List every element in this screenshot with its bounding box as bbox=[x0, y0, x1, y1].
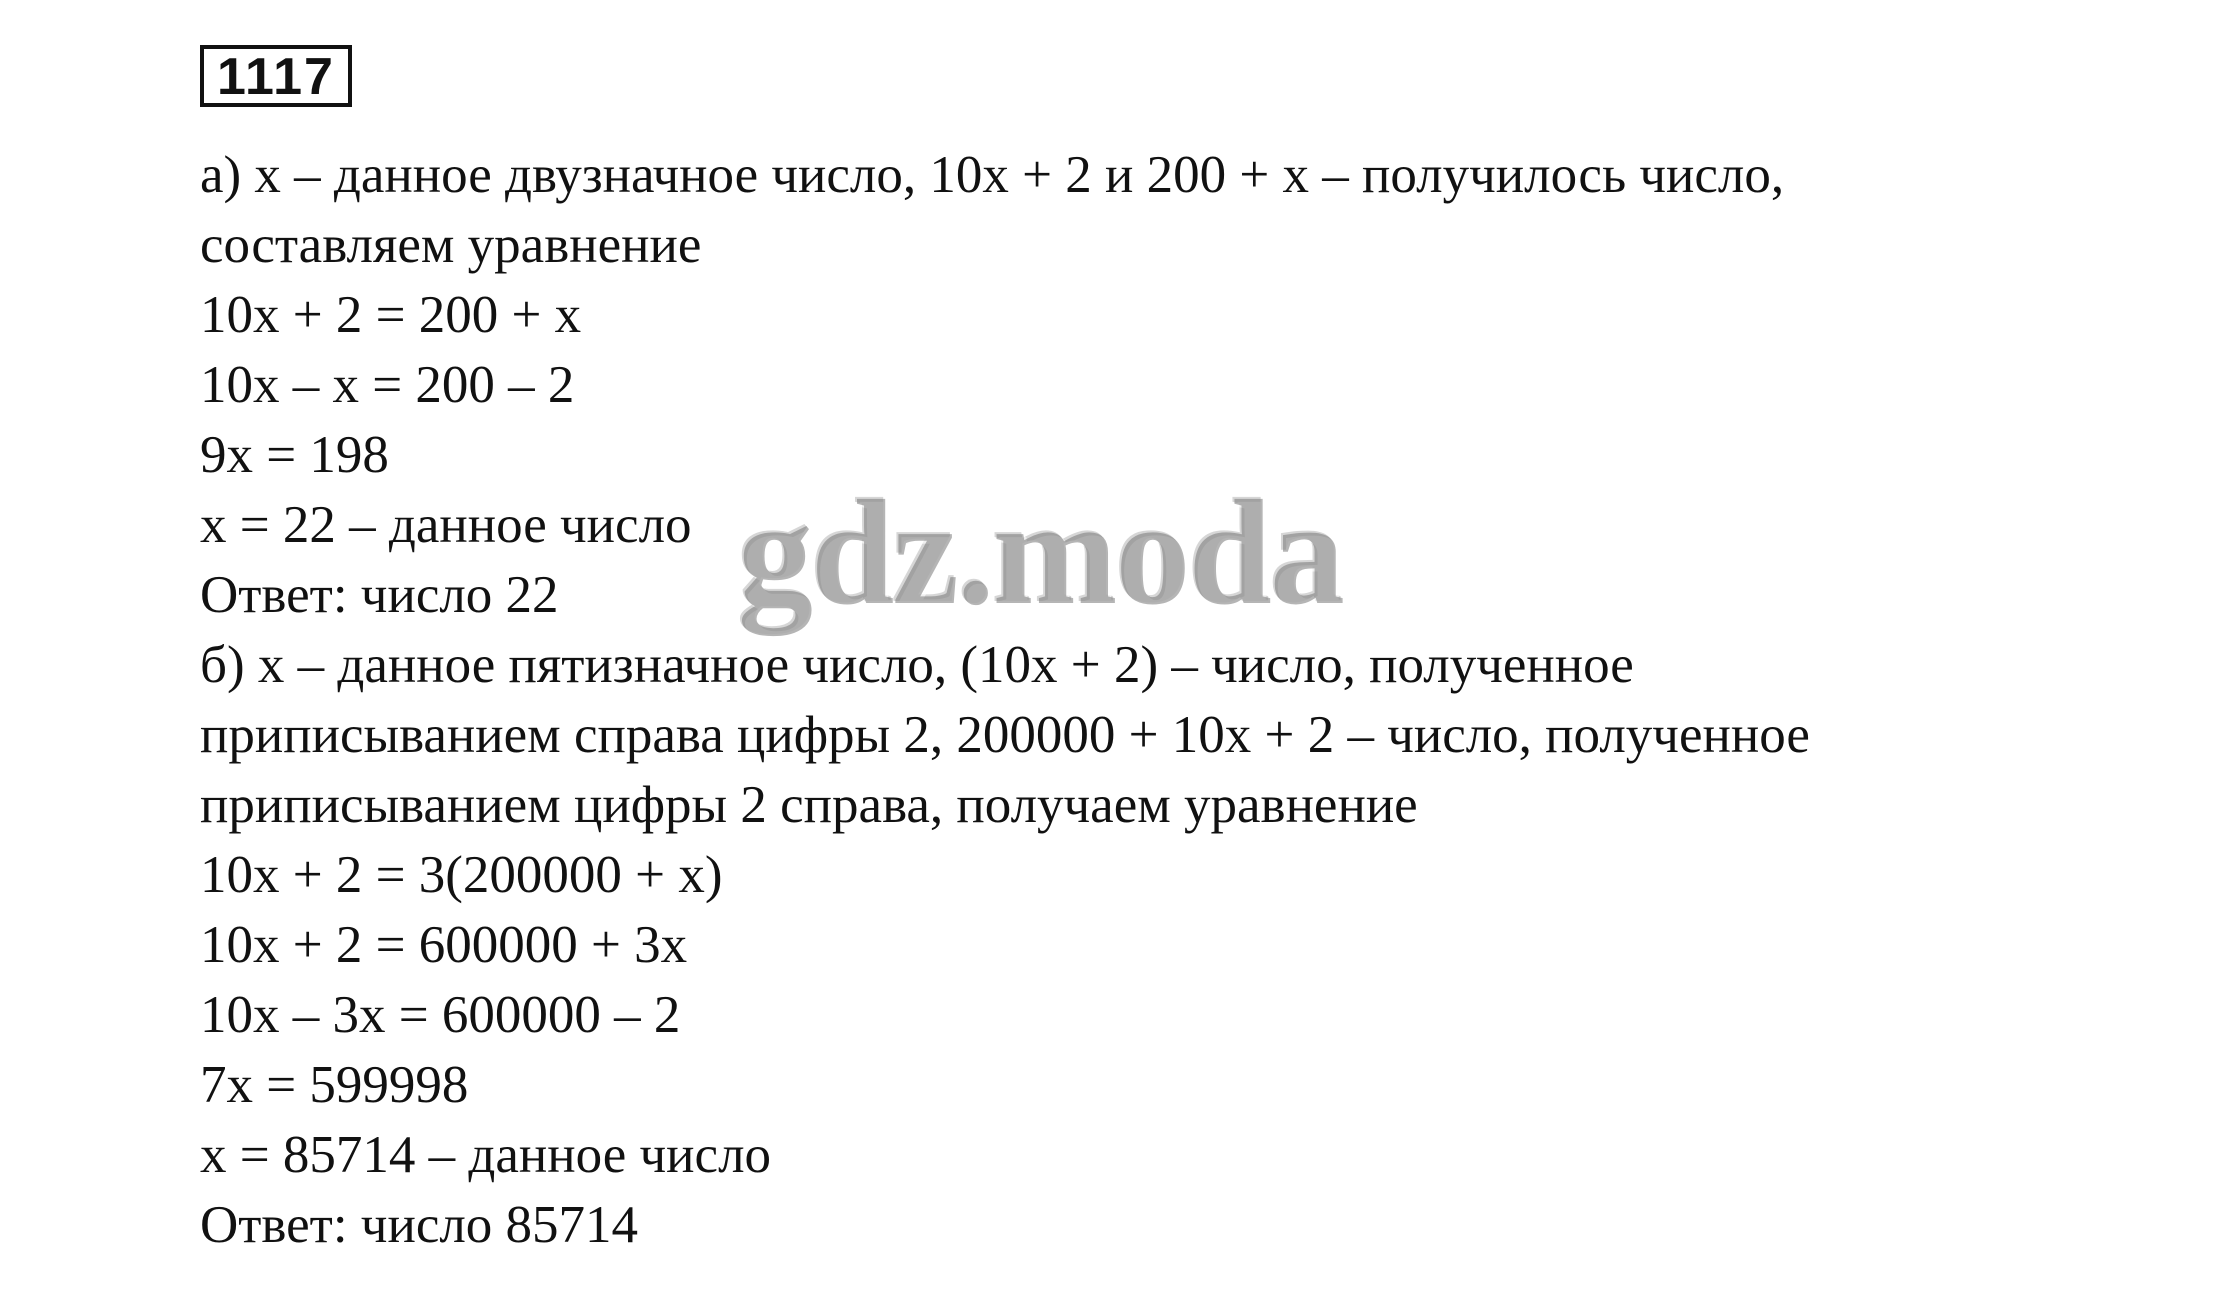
solution-line: 10х + 2 = 600000 + 3х bbox=[200, 916, 688, 974]
solution-line: составляем уравнение bbox=[200, 216, 702, 274]
solution-line: 10х – х = 200 – 2 bbox=[200, 356, 575, 414]
solution-line: х = 22 – данное число bbox=[200, 496, 692, 554]
answer-line: Ответ: число 85714 bbox=[200, 1196, 639, 1254]
solution-line: б) х – данное пятизначное число, (10х + 2) – число, полученное bbox=[200, 636, 1634, 694]
watermark-logo: gdz.moda bbox=[738, 470, 1343, 636]
solution-text bbox=[200, 140, 2190, 1260]
answer-line: Ответ: число 22 bbox=[200, 566, 559, 624]
solution-line: 9х = 198 bbox=[200, 426, 389, 484]
solution-line: а) х – данное двузначное число, 10х + 2 и 200 + х – получилось число, bbox=[200, 146, 1785, 204]
solution-line: приписыванием справа цифры 2, 200000 + 10х + 2 – число, полученное bbox=[200, 706, 1810, 764]
problem-number-box: 1117 bbox=[200, 45, 352, 107]
solution-line: 7х = 599998 bbox=[200, 1056, 469, 1114]
solution-line: 10х – 3х = 600000 – 2 bbox=[200, 986, 681, 1044]
solution-line: х = 85714 – данное число bbox=[200, 1126, 772, 1184]
solution-line: приписыванием цифры 2 справа, получаем уравнение bbox=[200, 776, 1418, 834]
solution-line: 10х + 2 = 200 + х bbox=[200, 286, 582, 344]
solution-line: 10х + 2 = 3(200000 + х) bbox=[200, 846, 723, 904]
